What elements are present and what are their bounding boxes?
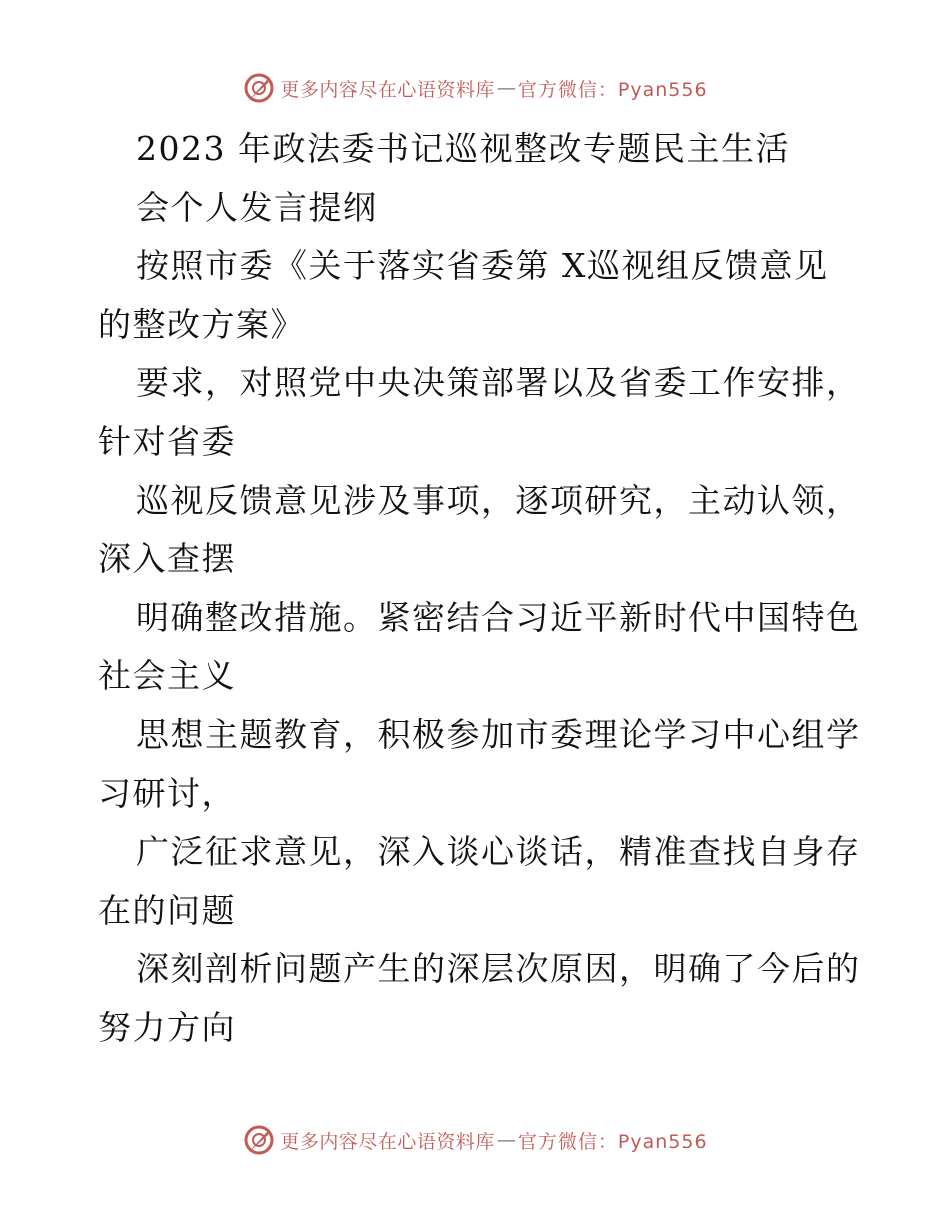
text-line: 深入查摆 (98, 539, 236, 579)
text-line: 广泛征求意见，深入谈心谈话，精准查找自身存 (136, 832, 861, 872)
text-line: 按照市委《关于落实省委第 X巡视组反馈意见 (136, 246, 829, 286)
watermark-wechat: 官方微信：Pyan556 (517, 1130, 708, 1153)
text-line: 2023 年政法委书记巡视整改专题民主生活 (136, 129, 790, 168)
watermark-footer (0, 1120, 950, 1160)
text-line: 在的问题 (98, 890, 236, 930)
watermark-text: 更多内容尽在心语资料库 (280, 78, 495, 101)
text-line: 思想主题教育，积极参加市委理论学习中心组学 (136, 714, 861, 754)
text-line: 要求，对照党中央决策部署以及省委工作安排， (136, 363, 861, 403)
text-line: 习研讨， (98, 773, 236, 813)
text-line: 深刻剖析问题产生的深层次原因，明确了今后的 (136, 949, 861, 989)
text-line: 努力方向 (98, 1007, 236, 1047)
text-line: 针对省委 (98, 421, 236, 461)
text-line: 社会主义 (98, 656, 236, 696)
text-line: 巡视反馈意见涉及事项，逐项研究，主动认领， (136, 480, 861, 520)
watermark-dash: — (496, 1129, 516, 1151)
quill-logo-icon (242, 1123, 276, 1157)
text-line: 会个人发言提纲 (136, 187, 378, 227)
text-line: 的整改方案》 (98, 304, 305, 344)
watermark-dash: — (496, 77, 516, 99)
quill-logo-icon (242, 71, 276, 105)
text-line: 明确整改措施。紧密结合习近平新时代中国特色 (136, 597, 861, 637)
document-body (98, 120, 861, 1058)
watermark-text: 更多内容尽在心语资料库 (280, 1130, 495, 1153)
watermark-wechat: 官方微信：Pyan556 (517, 78, 708, 101)
watermark-header (0, 68, 950, 108)
